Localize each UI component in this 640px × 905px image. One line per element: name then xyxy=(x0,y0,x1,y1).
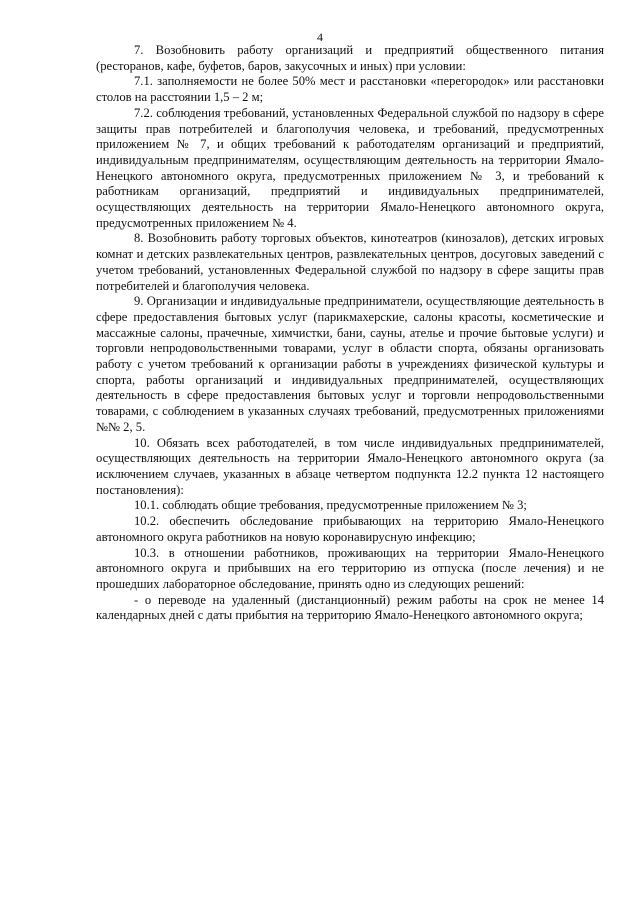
paragraph-7: 7. Возобновить работу организаций и предприятий общественного питания (ресторанов, кафе, буфетов, баров, закусочных и иных) при условии: xyxy=(96,43,604,73)
page-number: 4 xyxy=(317,30,323,44)
paragraph-8: 8. Возобновить работу торговых объектов, кинотеатров (кинозалов), детских игровых комнат и детских развлекательных центров, развлекательных центров, досуговых заведений с учетом требований, установленных Федеральной службой по надзору в сфере защиты прав потребителей и благополучия человека. xyxy=(96,231,604,293)
paragraph-10-2: 10.2. обеспечить обследование прибывающих на территорию Ямало-Ненецкого автономного округа работников на новую коронавирусную инфекцию; xyxy=(96,514,604,544)
paragraph-9: 9. Организации и индивидуальные предприниматели, осуществляющие деятельность в сфере предоставления бытовых услуг (парикмахерские, салоны красоты, косметические и массажные салоны, прачечные, химчистки, бани, сауны, ателье и прочие бытовые услуги) и торговли непродовольственными товарами, услуг в области спорта, обязаны организовать работу с учетом требований к организации работы в учреждениях физической культуры и спорта, работы организаций и индивидуальных предпринимателей, осуществляющих деятельность в сфере предоставления бытовых услуг и торговли непродовольственными товарами, с соблюдением в указанных случаях требований, предусмотренных приложениями №№ 2, 5. xyxy=(96,294,604,434)
document-body xyxy=(96,43,604,624)
paragraph-10: 10. Обязать всех работодателей, в том числе индивидуальных предпринимателей, осуществляющих деятельность на территории Ямало-Ненецкого автономного округа (за исключением случаев, указанных в абзаце четвертом подпункта 12.2 пункта 12 настоящего постановления): xyxy=(96,435,604,497)
paragraph-7-1: 7.1. заполняемости не более 50% мест и расстановки «перегородок» или расстановки столов на расстоянии 1,5 – 2 м; xyxy=(96,74,604,105)
paragraph-10-1: 10.1. соблюдать общие требования, предусмотренные приложением № 3; xyxy=(134,498,527,513)
paragraph-10-3-option: - о переводе на удаленный (дистанционный) режим работы на срок не менее 14 календарных дней с даты прибытия на территорию Ямало-Ненецкого автономного округа; xyxy=(96,592,604,623)
paragraph-10-3: 10.3. в отношении работников, проживающих на территории Ямало-Ненецкого автономного округа и прибывших на его территорию из отпуска (после лечения) и не прошедших лабораторное обследование, принять одно из следующих решений: xyxy=(96,545,604,591)
paragraph-7-2: 7.2. соблюдения требований, установленных Федеральной службой по надзору в сфере защиты прав потребителей и благополучия человека, и требований, предусмотренных приложением № 7, и общих требований к работодателям организаций и предприятий, индивидуальным предпринимателям, осуществляющим деятельность на территории Ямало-Ненецкого автономного округа, предусмотренных приложением № 3, и требований к работникам организаций, предприятий и индивидуальных предпринимателей, осуществляющих деятельность на территории Ямало-Ненецкого автономного округа, предусмотренных приложением № 4. xyxy=(96,105,604,230)
